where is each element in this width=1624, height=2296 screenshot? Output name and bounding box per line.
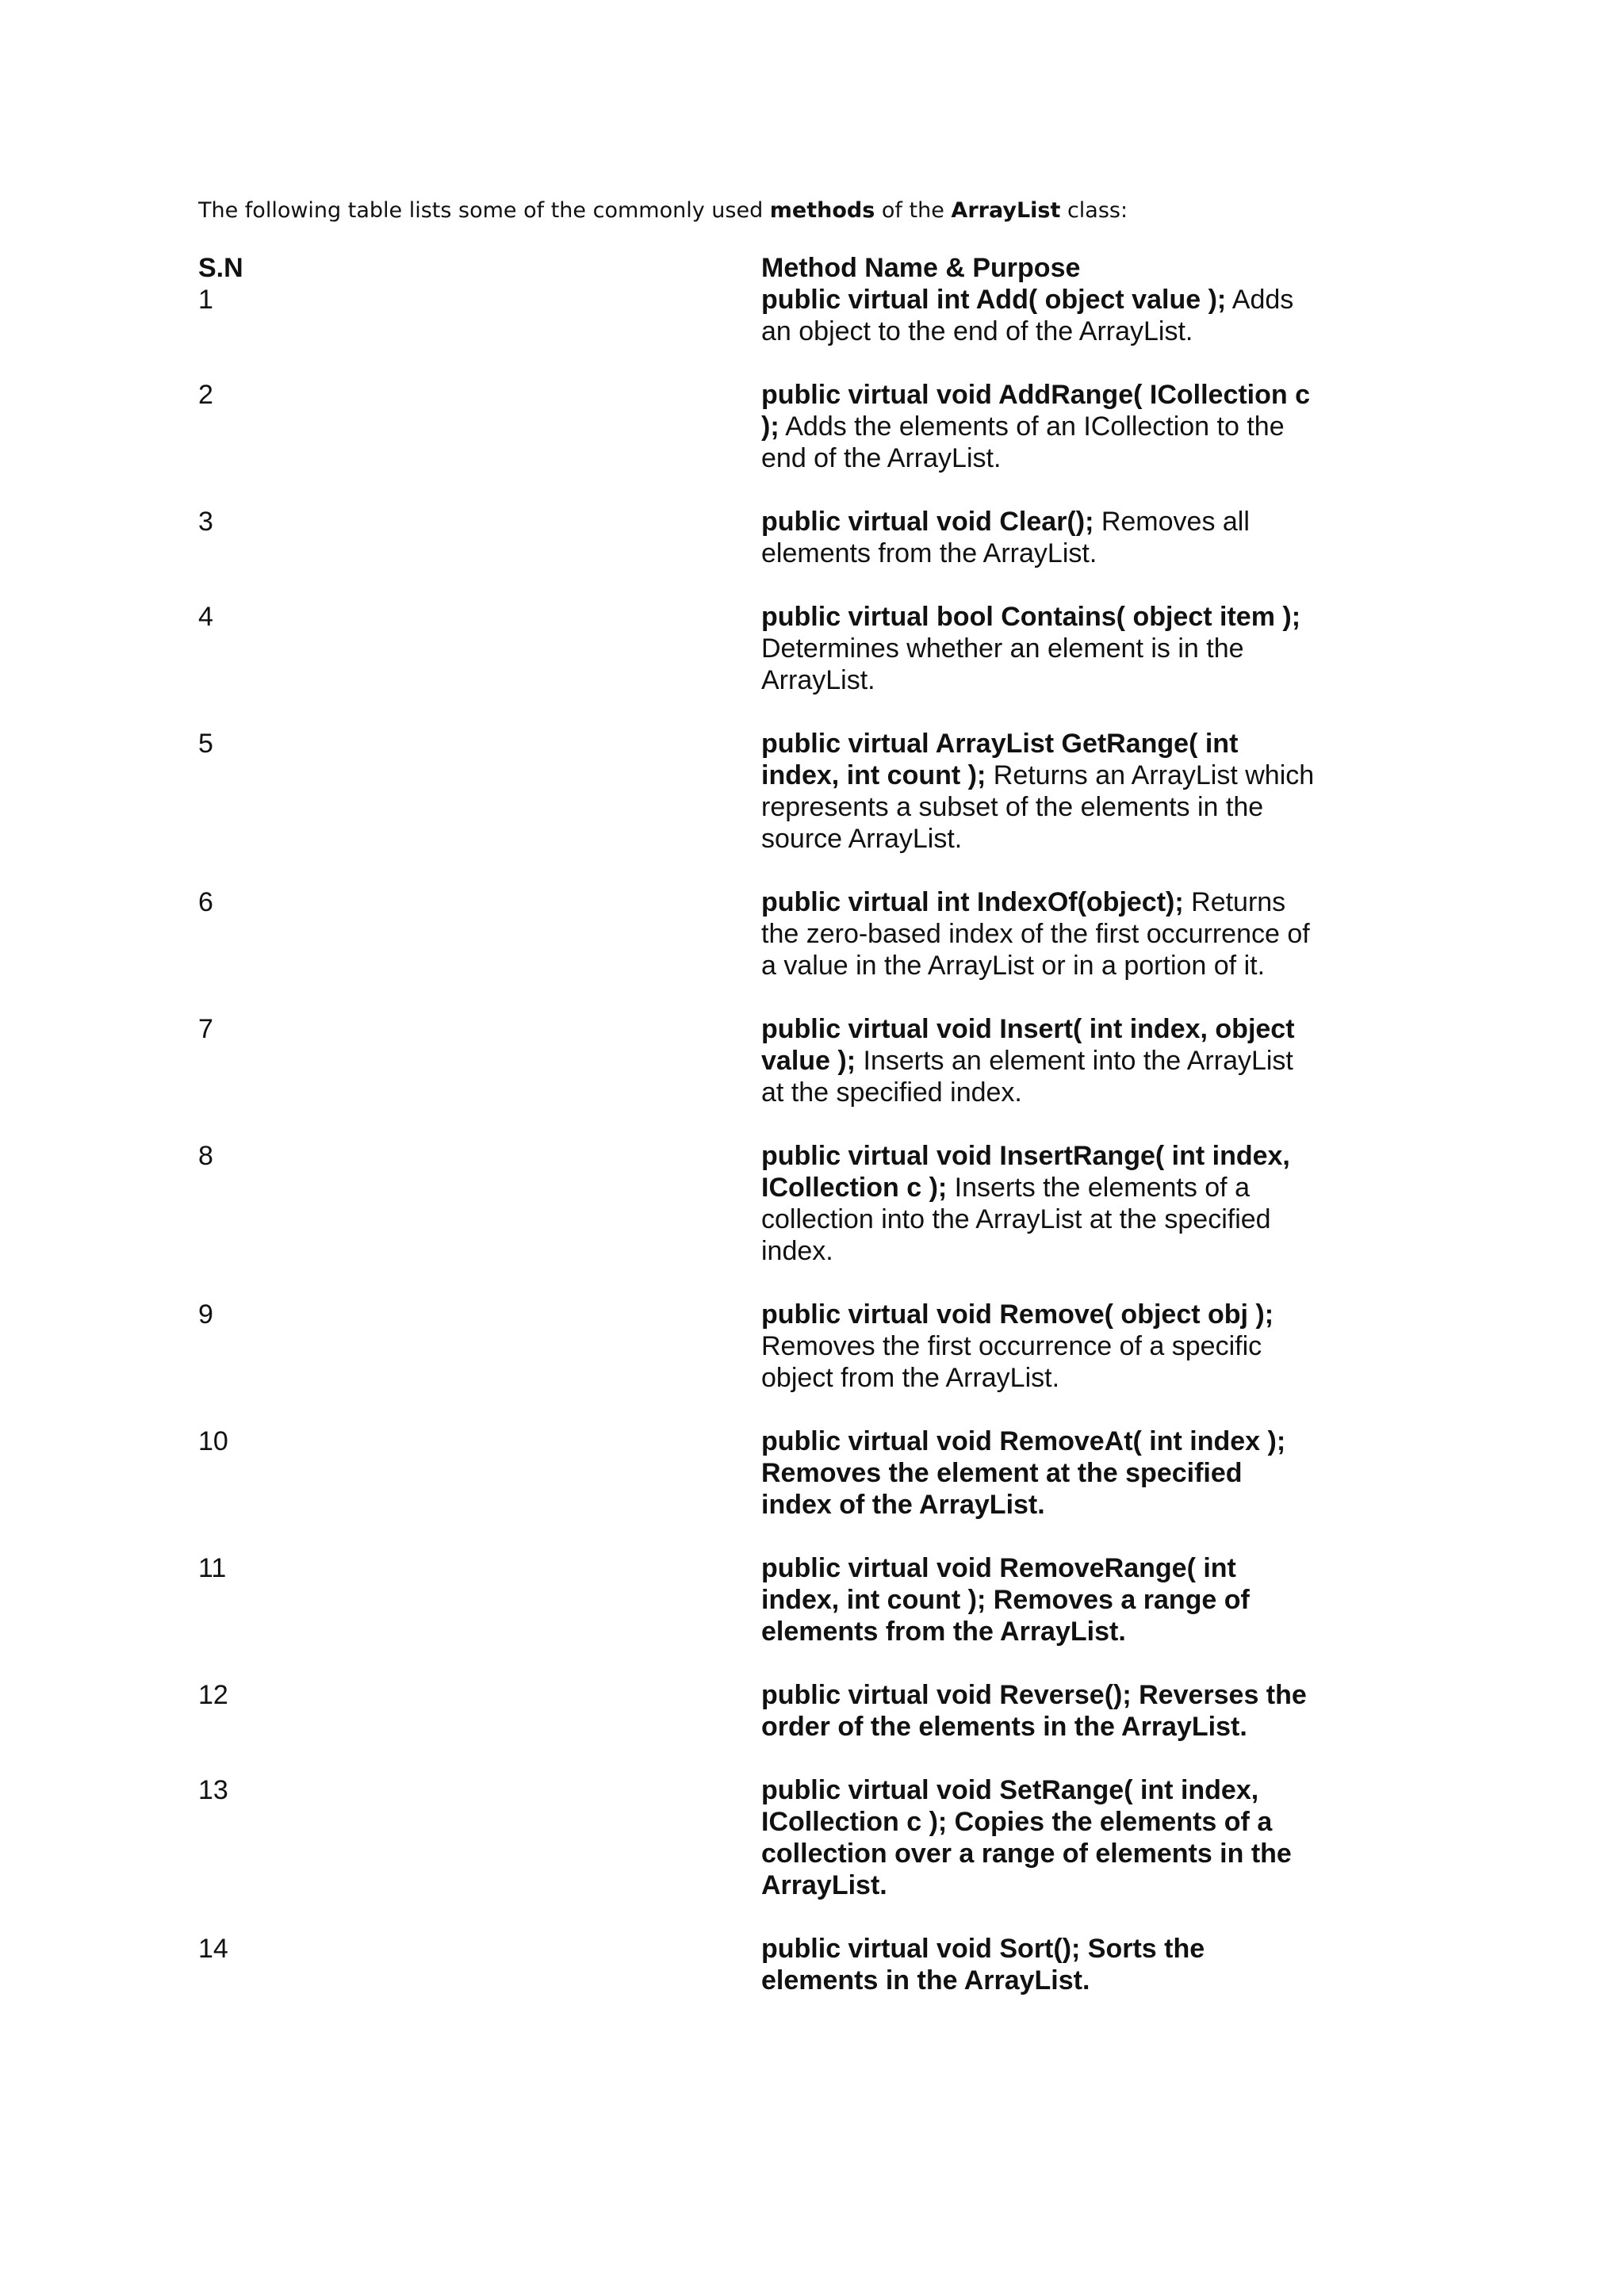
method-signature: public virtual void AddRange( ICollection c ); [761, 380, 1311, 442]
method-description: Adds the elements of an ICollection to the end of the ArrayList. [761, 411, 1285, 473]
row-sn: 14 [198, 1934, 228, 1964]
row-sn: 3 [198, 507, 213, 537]
row-sn: 5 [198, 729, 213, 759]
method-signature: public virtual bool Contains( object item ); [761, 602, 1301, 632]
table-row [198, 886, 1324, 1013]
row-method [761, 1679, 1316, 1774]
row-method [761, 1299, 1316, 1425]
row-method [761, 1774, 1316, 1933]
method-description: Adds an object to the end of the ArrayList. [761, 285, 1294, 346]
method-signature: public virtual void Clear(); [761, 507, 1094, 537]
table-row [198, 601, 1324, 728]
method-signature: public virtual int Add( object value ); [761, 285, 1227, 315]
intro-paragraph [198, 195, 1128, 227]
table-row [198, 1552, 1324, 1679]
table-row [198, 1933, 1324, 2028]
method-description: Inserts the elements of a collection into the ArrayList at the specified index. [761, 1173, 1271, 1266]
row-method [761, 601, 1316, 728]
method-signature: public virtual void Remove( object obj ); [761, 1299, 1274, 1330]
method-description: Returns an ArrayList which represents a subset of the elements in the source ArrayList. [761, 760, 1315, 854]
method-signature: public virtual void RemoveRange( int index, int count ); [761, 1553, 1236, 1615]
row-method [761, 284, 1316, 379]
row-method [761, 1425, 1316, 1552]
method-description: Returns the zero-based index of the first occurrence of a value in the ArrayList or in a portion of it. [761, 887, 1310, 981]
intro-text-suffix: class: [1060, 198, 1128, 223]
table-row [198, 506, 1324, 601]
row-sn: 11 [198, 1553, 227, 1583]
intro-text-prefix: The following table lists some of the commonly used [198, 198, 770, 223]
row-sn: 9 [198, 1299, 213, 1330]
table-row [198, 1299, 1324, 1425]
method-description: Inserts an element into the ArrayList at the specified index. [761, 1046, 1293, 1108]
table-row [198, 1679, 1324, 1774]
intro-text-middle: of the [875, 198, 952, 223]
table-row [198, 1140, 1324, 1299]
table-row [198, 1774, 1324, 1933]
row-sn: 4 [198, 602, 213, 632]
method-description: Reverses the order of the elements in the ArrayList. [761, 1680, 1307, 1742]
method-description: Removes a range of elements from the ArrayList. [761, 1585, 1250, 1647]
row-method [761, 379, 1316, 506]
method-signature: public virtual void InsertRange( int index, ICollection c ); [761, 1141, 1290, 1203]
intro-bold-methods: methods [769, 198, 875, 223]
table-row [198, 1425, 1324, 1552]
method-description: Removes all elements from the ArrayList. [761, 507, 1250, 568]
row-method [761, 728, 1316, 886]
method-signature: public virtual void RemoveAt( int index ); [761, 1426, 1286, 1456]
method-description: Copies the elements of a collection over a range of elements in the ArrayList. [761, 1807, 1292, 1900]
method-description: Sorts the elements in the ArrayList. [761, 1934, 1205, 1996]
row-method [761, 1933, 1316, 2028]
method-signature: public virtual ArrayList GetRange( int index, int count ); [761, 729, 1239, 790]
table-row [198, 379, 1324, 506]
row-method [761, 1552, 1316, 1679]
methods-table [198, 252, 1324, 2028]
method-description: Removes the first occurrence of a specific object from the ArrayList. [761, 1331, 1262, 1393]
header-method: Method Name & Purpose [761, 253, 1081, 283]
row-method [761, 1013, 1316, 1140]
row-sn: 12 [198, 1680, 228, 1710]
row-sn: 13 [198, 1775, 228, 1805]
table-row [198, 284, 1324, 379]
method-description: Determines whether an element is in the ArrayList. [761, 633, 1244, 695]
table-header-row [198, 252, 1324, 284]
method-signature: public virtual void Sort(); [761, 1934, 1081, 1964]
header-sn: S.N [198, 253, 243, 283]
row-sn: 2 [198, 380, 213, 410]
row-sn: 10 [198, 1426, 228, 1456]
intro-bold-arraylist: ArrayList [951, 198, 1061, 223]
row-sn: 7 [198, 1014, 213, 1044]
row-method [761, 506, 1316, 601]
table-row [198, 1013, 1324, 1140]
row-sn: 6 [198, 887, 213, 917]
method-signature: public virtual void Insert( int index, object value ); [761, 1014, 1295, 1076]
method-signature: public virtual int IndexOf(object); [761, 887, 1184, 917]
row-sn: 8 [198, 1141, 213, 1171]
row-sn: 1 [198, 285, 213, 315]
row-method [761, 886, 1316, 1013]
method-signature: public virtual void SetRange( int index, ICollection c ); [761, 1775, 1259, 1837]
method-signature: public virtual void Reverse(); [761, 1680, 1132, 1710]
table-row [198, 728, 1324, 886]
method-description: Removes the element at the specified index of the ArrayList. [761, 1458, 1243, 1520]
row-method [761, 1140, 1316, 1299]
